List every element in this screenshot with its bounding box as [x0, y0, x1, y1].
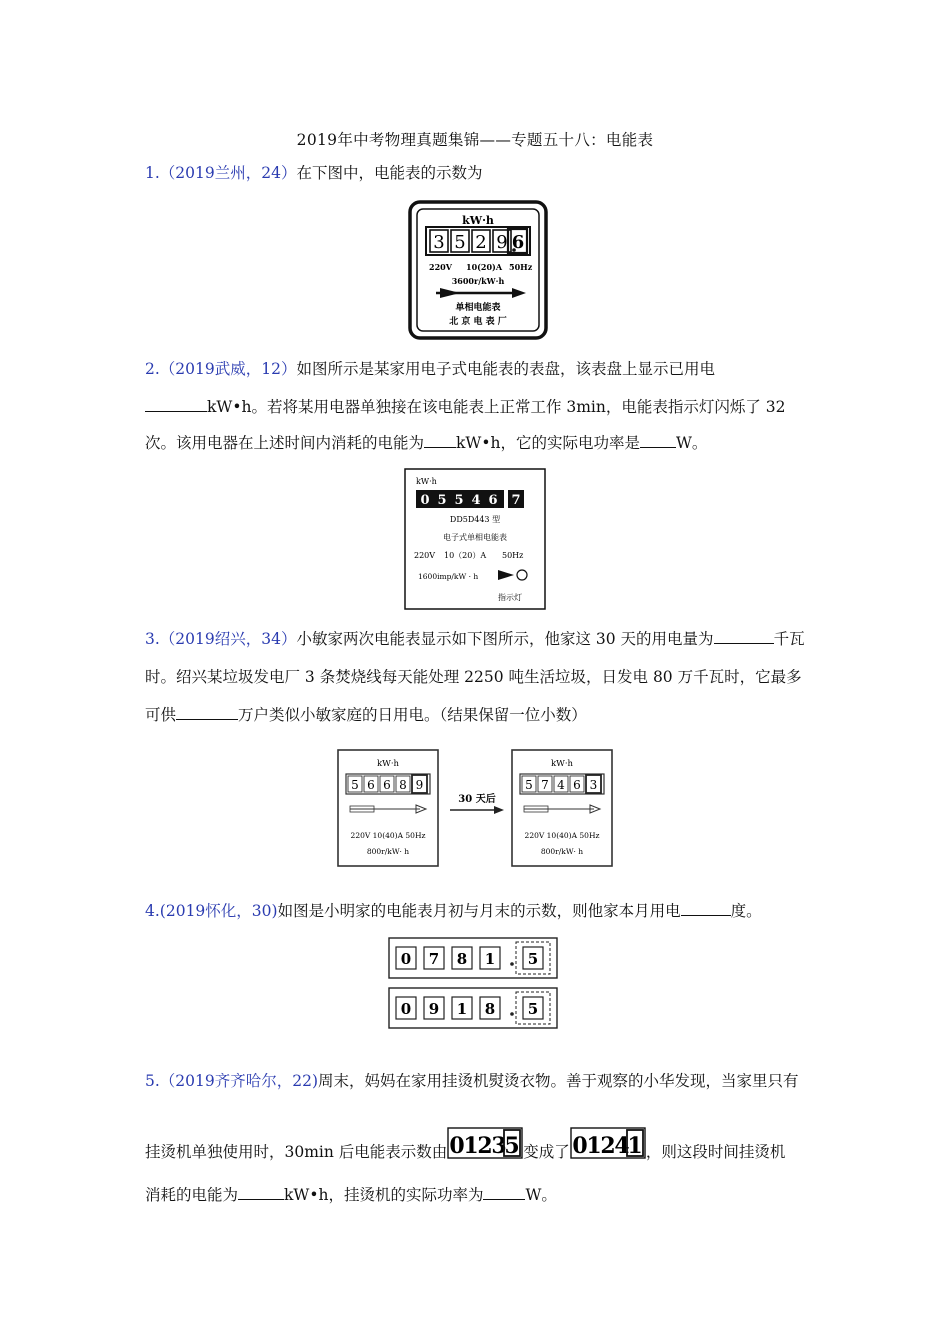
q1-spec-voltage: 220V — [429, 262, 452, 272]
question-2-line2 — [145, 396, 810, 418]
meter-digit: 1 — [586, 1133, 602, 1159]
q2-text-3c: W。 — [675, 434, 708, 452]
meter-digit: 9 — [428, 1000, 440, 1018]
q2-text-2: kW•h。若将某用电器单独接在该电能表上正常工作 3min，电能表指示灯闪烁了 32 — [207, 398, 786, 416]
meter-decimal-digit: 6 — [511, 232, 525, 253]
q1-source: （2019兰州，24） — [159, 164, 297, 182]
q5-reading-2-svg — [570, 1126, 646, 1160]
q2-source: （2019武威，12） — [159, 360, 297, 378]
meter-digit: 2 — [475, 232, 487, 253]
q4-blank-1[interactable] — [681, 901, 731, 916]
lcd-digit: 0 — [420, 493, 430, 508]
q5-reading-1 — [447, 1126, 523, 1172]
meter-digit: 9 — [496, 232, 508, 253]
decimal-point — [510, 1012, 514, 1016]
indicator-lamp-icon — [517, 570, 527, 580]
q4-text-a: 如图是小明家的电能表月初与月末的示数，则他家本月用电 — [277, 902, 681, 920]
question-3-line3 — [145, 704, 810, 726]
lcd-digit: 5 — [454, 493, 464, 508]
q3-after-spec: 220V 10(40)A 50Hz — [524, 831, 600, 840]
q5-blank-1[interactable] — [238, 1185, 284, 1200]
meter-digit: 0 — [449, 1133, 465, 1159]
q3-blank-2[interactable] — [176, 705, 238, 720]
meter-digit: 8 — [456, 950, 468, 968]
q2-imp-rate: 1600imp/kW · h — [418, 572, 479, 581]
q5-text-3a: 消耗的电能为 — [145, 1186, 239, 1204]
question-2-line1 — [145, 358, 810, 380]
question-5-line2 — [145, 1130, 810, 1164]
q2-number: 2. — [145, 360, 160, 378]
meter-digit: 6 — [367, 778, 375, 792]
q2-meter-svg — [404, 468, 546, 610]
meter-digit: 8 — [484, 1000, 496, 1018]
q5-reading-1-svg — [447, 1126, 523, 1160]
q3-before-unit: kW·h — [376, 759, 400, 769]
q3-text-1a: 小敏家两次电能表显示如下图所示，他家这 30 天的用电量为 — [296, 630, 714, 648]
q3-text-1b: 千瓦 — [773, 630, 805, 648]
q3-before-spec: 220V 10(40)A 50Hz — [350, 831, 426, 840]
question-4 — [145, 900, 810, 922]
q1-spec-freq: 50Hz — [509, 262, 533, 272]
rotor-arrow-icon — [436, 288, 526, 298]
q2-spec-current: 10（20）A — [444, 551, 487, 560]
meter-digit: 2 — [477, 1133, 493, 1159]
question-3-line2 — [145, 666, 810, 688]
q4-number: 4. — [145, 902, 160, 920]
meter-decimal-digit: 9 — [415, 778, 424, 792]
right-arrow-icon — [450, 806, 504, 814]
meter-decimal-digit: 5 — [527, 950, 539, 968]
meter-digit: 0 — [400, 1000, 412, 1018]
q4-readings-figure — [388, 936, 560, 1036]
q1-spec-current: 10(20)A — [466, 262, 503, 272]
q1-meter-maker: 北 京 电 表 厂 — [449, 317, 507, 327]
q3-after-unit: kW·h — [550, 759, 574, 769]
meter-digit: 0 — [400, 950, 412, 968]
q3-meters-figure — [336, 746, 618, 874]
meter-digit: 5 — [454, 232, 466, 253]
q2-spec-freq: 50Hz — [502, 551, 524, 560]
q2-text-1: 如图所示是某家用电子式电能表的表盘，该表盘上显示已用电 — [296, 360, 715, 378]
q3-before-rev: 800r/kW· h — [366, 847, 410, 856]
q3-text-3a: 可供 — [145, 706, 177, 724]
meter-digit: 5 — [351, 778, 359, 792]
meter-decimal-digit: 5 — [504, 1133, 520, 1159]
meter-decimal-digit: 1 — [627, 1133, 643, 1159]
q2-lamp-label: 指示灯 — [498, 593, 522, 602]
q2-meter-figure — [404, 468, 546, 614]
meter-decimal-digit: 5 — [527, 1000, 539, 1018]
meter-digit: 6 — [383, 778, 391, 792]
q3-text-3b: 万户类似小敏家庭的日用电。（结果保留一位小数） — [238, 706, 587, 724]
meter-digit: 4 — [557, 778, 565, 792]
question-2-line3 — [145, 432, 810, 454]
q4-readings-svg — [388, 936, 560, 1032]
meter-digit: 3 — [433, 232, 445, 253]
q2-spec-voltage: 220V — [414, 551, 436, 560]
q5-text-1: 周末，妈妈在家用挂烫机熨烫衣物。善于观察的小华发现，当家里只有 — [318, 1072, 799, 1090]
q1-rev-rate: 3600r/kW·h — [451, 276, 505, 286]
meter-digit: 6 — [573, 778, 581, 792]
q5-text-2b: 变成了 — [523, 1143, 570, 1161]
lcd-decimal-digit: 7 — [511, 493, 521, 508]
q1-meter-unit: kW·h — [462, 214, 494, 227]
meter-digit: 4 — [614, 1133, 630, 1159]
q5-blank-2[interactable] — [483, 1185, 525, 1200]
lcd-digit: 4 — [471, 493, 481, 508]
q2-blank-3[interactable] — [640, 433, 676, 448]
q4-text-b: 度。 — [730, 902, 762, 920]
meter-digit: 1 — [456, 1000, 468, 1018]
lcd-digit: 6 — [488, 493, 498, 508]
q5-source: （2019齐齐哈尔，22) — [159, 1072, 319, 1090]
meter-digit: 1 — [484, 950, 496, 968]
meter-digit: 8 — [399, 778, 407, 792]
meter-digit: 1 — [463, 1133, 479, 1159]
q5-text-2c: ，则这段时间挂烫机 — [645, 1143, 786, 1161]
q1-number: 1. — [145, 164, 160, 182]
q2-blank-2[interactable] — [424, 433, 456, 448]
q3-number: 3. — [145, 630, 160, 648]
meter-digit: 0 — [572, 1133, 588, 1159]
q5-number: 5. — [145, 1072, 160, 1090]
q1-text: 在下图中，电能表的示数为 — [296, 164, 483, 182]
q5-text-3b: kW•h，挂烫机的实际功率为 — [284, 1186, 484, 1204]
q3-after-rev: 800r/kW· h — [540, 847, 584, 856]
meter-decimal-digit: 3 — [589, 778, 598, 792]
q2-blank-1[interactable] — [145, 397, 207, 412]
q2-meter-type: 电子式单相电能表 — [443, 533, 507, 542]
q5-text-2a: 挂烫机单独使用时，30min 后电能表示数由 — [145, 1143, 448, 1161]
meter-digit: 5 — [525, 778, 533, 792]
q2-meter-unit: kW·h — [416, 477, 437, 486]
q2-text-3a: 次。该用电器在上述时间内消耗的电能为 — [145, 434, 425, 452]
q3-blank-1[interactable] — [714, 629, 774, 644]
q3-source: （2019绍兴，34） — [159, 630, 297, 648]
question-3-line1 — [145, 628, 810, 650]
q2-meter-model: DD5D443 型 — [449, 515, 501, 524]
decimal-point — [510, 962, 514, 966]
lcd-digit: 5 — [437, 493, 447, 508]
q5-text-3c: W。 — [525, 1186, 557, 1204]
question-5-line3 — [145, 1184, 810, 1206]
q4-source: (2019怀化，30) — [159, 902, 278, 920]
q3-meters-svg — [336, 746, 618, 870]
q3-arrow-label: 30 天后 — [458, 794, 496, 805]
question-5-line1 — [145, 1070, 810, 1092]
q2-text-3b: kW•h，它的实际电功率是 — [456, 434, 640, 452]
meter-digit: 3 — [491, 1133, 507, 1159]
meter-digit: 7 — [541, 778, 549, 792]
question-1 — [145, 162, 810, 184]
q5-reading-2 — [570, 1126, 646, 1172]
q1-meter-figure — [408, 200, 548, 344]
page-title: 2019年中考物理真题集锦——专题五十八：电能表 — [296, 131, 654, 149]
q1-meter-type: 单相电能表 — [455, 303, 501, 313]
meter-digit: 7 — [428, 950, 440, 968]
pulse-arrow-icon — [498, 570, 514, 580]
q3-text-2: 时。绍兴某垃圾发电厂 3 条焚烧线每天能处理 2250 吨生活垃圾，日发电 80 万千瓦时，它最多 — [145, 668, 802, 686]
meter-digit: 2 — [600, 1133, 616, 1159]
q1-meter-svg — [408, 200, 548, 340]
